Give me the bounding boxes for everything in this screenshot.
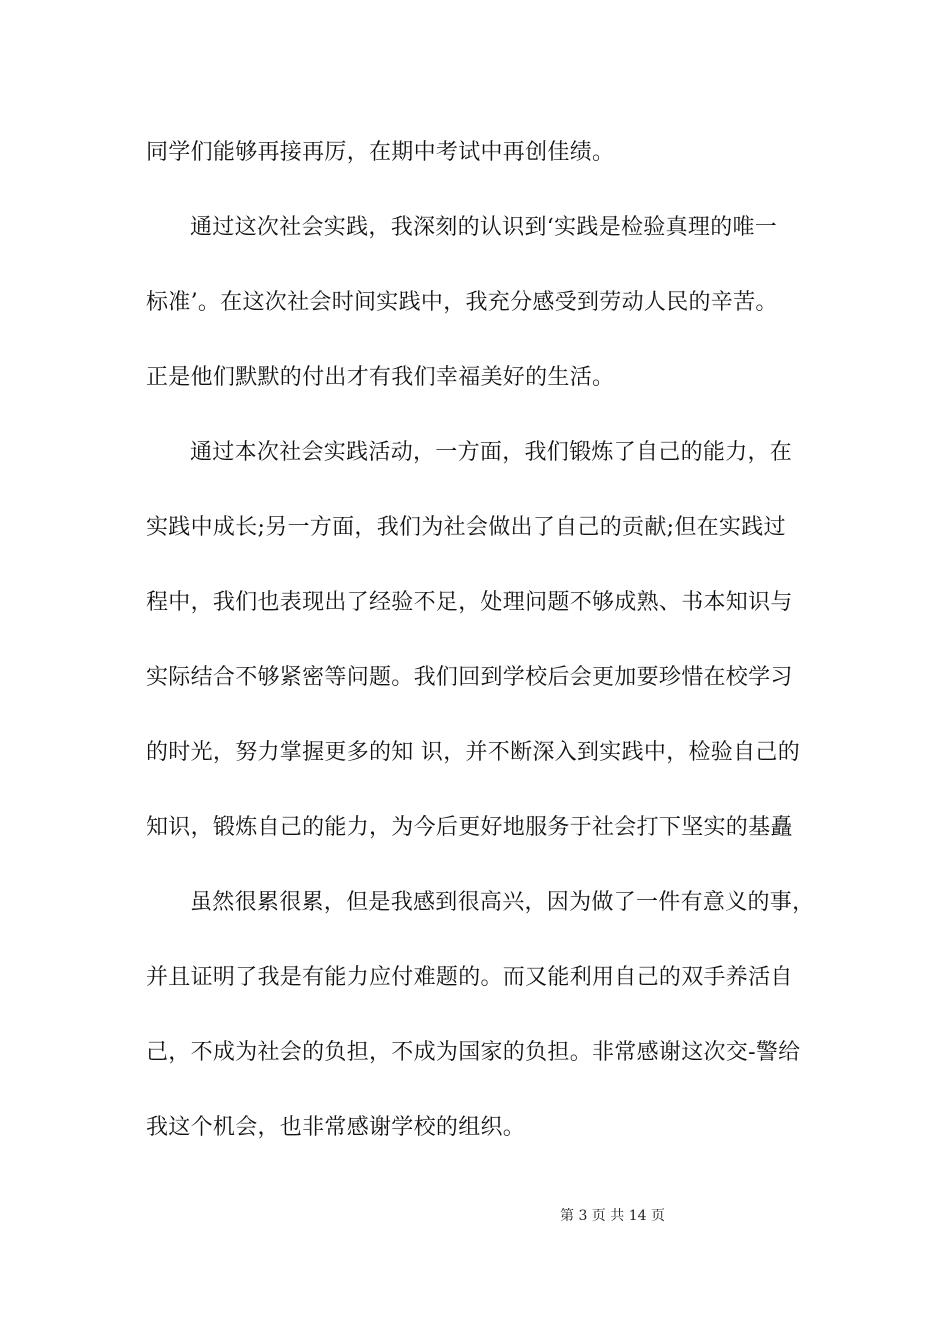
paragraph-line: 通过本次社会实践活动，一方面，我们锻炼了自己的能力，在 (190, 440, 793, 465)
paragraph-line: 实际结合不够紧密等问题。我们回到学校后会更加要珍惜在校学习 (146, 665, 793, 690)
paragraph-line: 虽然很累很累，但是我感到很高兴，因为做了一件有意义的事， (190, 890, 815, 915)
paragraph-line: 我这个机会，也非常感谢学校的组织。 (146, 1115, 526, 1140)
paragraph-line: 通过这次社会实践，我深刻的认识到‘实践是检验真理的唯一 (190, 215, 778, 240)
paragraph-line: 正是他们默默的付出才有我们幸福美好的生活。 (146, 365, 615, 390)
paragraph-line: 己，不成为社会的负担，不成为国家的负担。非常感谢这次交-警给 (146, 1040, 801, 1065)
paragraph-line: 程中，我们也表现出了经验不足，处理问题不够成熟、书本知识与 (146, 590, 793, 615)
paragraph-line: 知识，锻炼自己的能力，为今后更好地服务于社会打下坚实的基矗 (146, 815, 793, 840)
paragraph-line: 同学们能够再接再厉，在期中考试中再创佳绩。 (146, 140, 615, 165)
paragraph-line: 实践中成长;另一方面，我们为社会做出了自己的贡献;但在实践过 (146, 515, 786, 540)
paragraph-line: 并且证明了我是有能力应付难题的。而又能利用自己的双手养活自 (146, 965, 793, 990)
paragraph-line: 标准’。在这次社会时间实践中，我充分感受到劳动人民的辛苦。 (146, 290, 778, 315)
page-number-footer: 第 3 页 共 14 页 (560, 1208, 665, 1224)
paragraph-line: 的时光，努力掌握更多的知 识，并不断深入到实践中，检验自己的 (146, 740, 800, 765)
